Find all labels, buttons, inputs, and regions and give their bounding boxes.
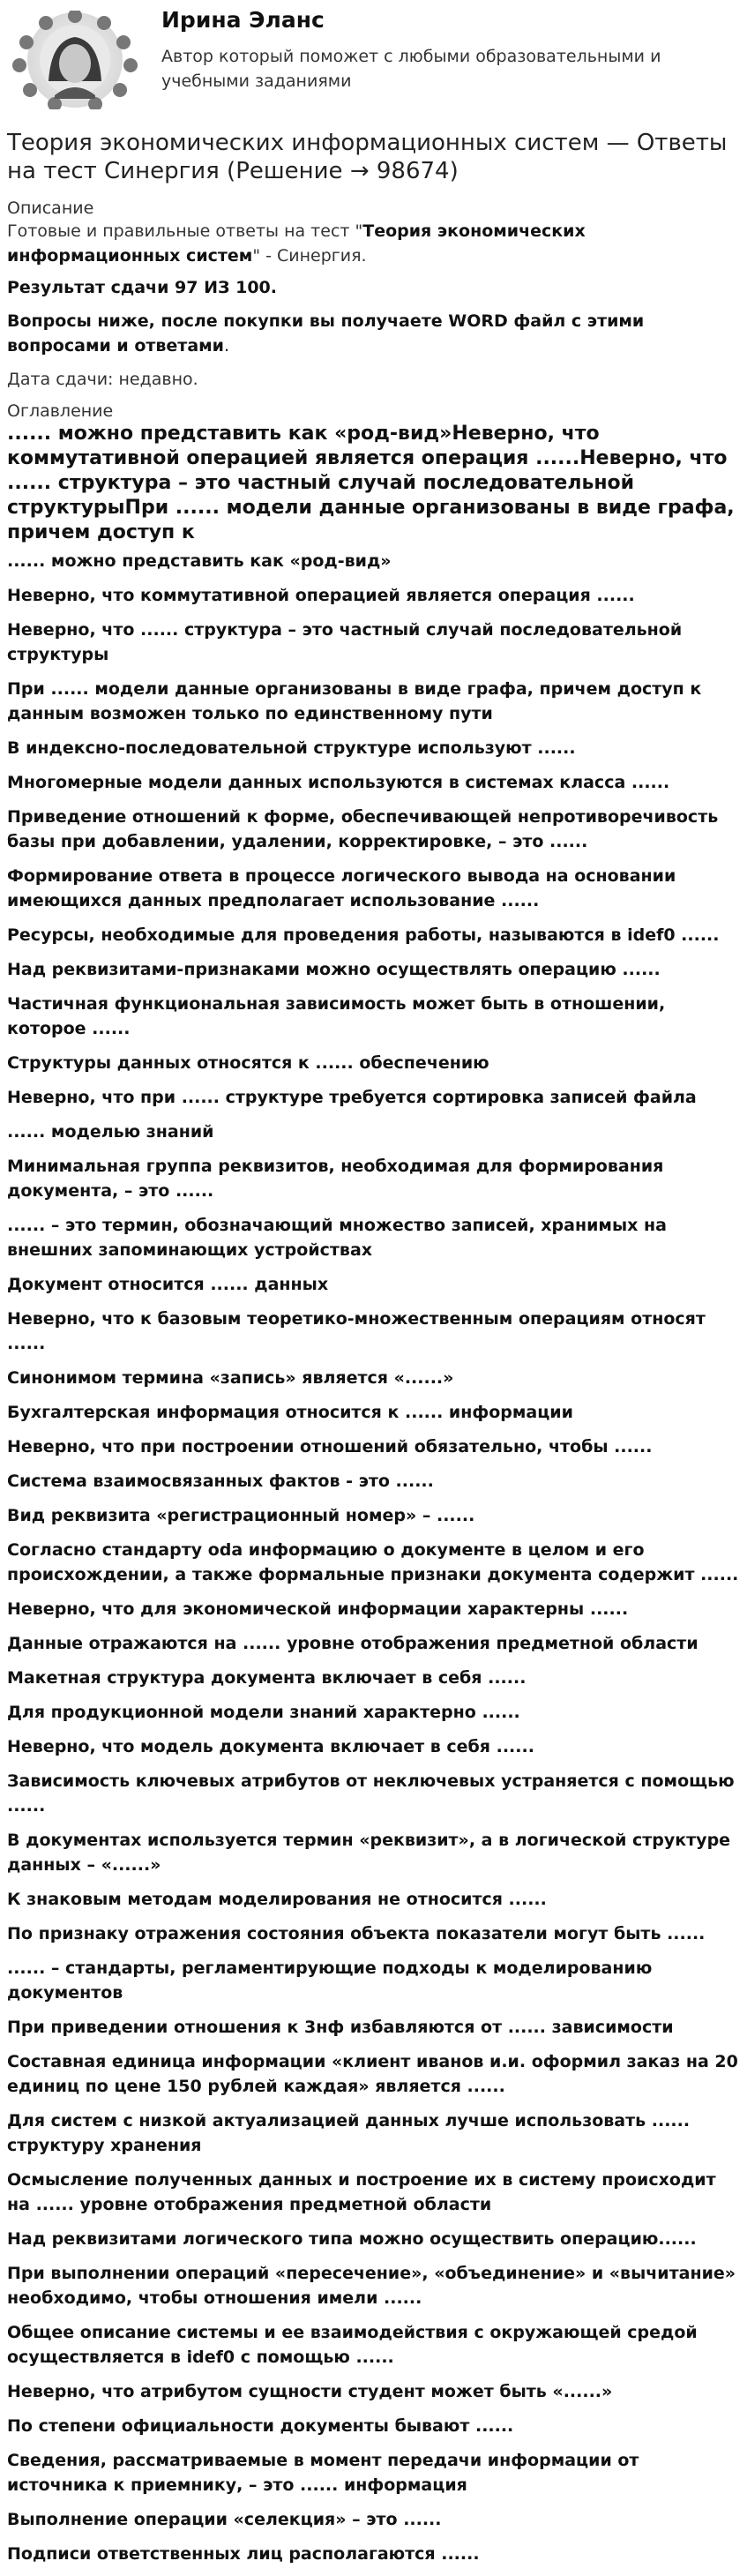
question-item: Над реквизитами логического типа можно осуществить операцию...... bbox=[7, 2229, 697, 2249]
question-item: ...... моделью знаний bbox=[7, 1122, 214, 1142]
question-item: Неверно, что при ...... структуре требуется сортировка записей файла bbox=[7, 1088, 697, 1107]
question-item: Выполнение операции «селекция» – это ...... bbox=[7, 2510, 442, 2529]
date-text: Дата сдачи: недавно. bbox=[7, 370, 198, 389]
question-item: Зависимость ключевых атрибутов от неключевых устраняется с помощью ...... bbox=[7, 1771, 735, 1816]
question-item: Неверно, что атрибутом сущности студент может быть «......» bbox=[7, 2382, 613, 2401]
description-prefix: Готовые и правильные ответы на тест " bbox=[7, 221, 363, 241]
question-item: Частичная функциональная зависимость может быть в отношении, которое ...... bbox=[7, 994, 666, 1038]
question-item: ...... – стандарты, регламентирующие подходы к моделированию документов bbox=[7, 1958, 653, 2003]
question-item: Над реквизитами-признаками можно осуществлять операцию ...... bbox=[7, 960, 661, 979]
author-avatar[interactable] bbox=[7, 11, 143, 109]
author-header bbox=[0, 0, 747, 120]
question-item: Для продукционной модели знаний характерно ...... bbox=[7, 1703, 520, 1722]
question-item: При ...... модели данные организованы в виде графа, причем доступ к данным возможен только по единственному пути bbox=[7, 679, 702, 723]
page-title: Теория экономических информационных систем — Ответы на тест Синергия (Решение → 98674) bbox=[7, 130, 728, 184]
question-item: В индексно-последовательной структуре используют ...... bbox=[7, 738, 576, 758]
result-text: Результат сдачи 97 ИЗ 100. bbox=[7, 278, 277, 297]
question-item: Неверно, что модель документа включает в себя ...... bbox=[7, 1737, 534, 1756]
question-item: Сведения, рассматриваемые в момент передачи информации от источника к приемнику, – это ...... информация bbox=[7, 2451, 639, 2495]
questions-list bbox=[7, 549, 741, 2566]
question-item: Составная единица информации «клиент иванов и.и. оформил заказ на 20 единиц по цене 150 рублей каждая» является ...... bbox=[7, 2052, 738, 2096]
question-item: При выполнении операций «пересечение», «объединение» и «вычитание» необходимо, чтобы отношения имели ...... bbox=[7, 2264, 736, 2308]
question-item: Согласно стандарту oda информацию о документе в целом и его происхождении, а также формальные признаки документа содержит ...... bbox=[7, 1540, 739, 1584]
question-item: ...... можно представить как «род-вид» bbox=[7, 551, 392, 571]
author-name[interactable]: Ирина Эланс bbox=[161, 7, 325, 33]
purchase-note bbox=[7, 309, 741, 358]
question-item: Для систем с низкой актуализацией данных лучше использовать ...... структуру хранения bbox=[7, 2111, 691, 2155]
question-item: Ресурсы, необходимые для проведения работы, называются в idef0 ...... bbox=[7, 925, 720, 945]
question-item: Неверно, что к базовым теоретико-множественным операциям относят ...... bbox=[7, 1309, 706, 1353]
question-item: ...... – это термин, обозначающий множество записей, хранимых на внешних запоминающих устройствах bbox=[7, 1216, 667, 1260]
description-suffix: " - Синергия. bbox=[252, 246, 367, 266]
question-item: Подписи ответственных лиц располагаются ...... bbox=[7, 2544, 480, 2564]
question-item: Вид реквизита «регистрационный номер» – ...... bbox=[7, 1506, 475, 1525]
author-description: Автор который поможет с любыми образовательными и учебными заданиями bbox=[161, 47, 661, 91]
question-item: Документ относится ...... данных bbox=[7, 1275, 329, 1294]
question-item: Осмысление полученных данных и построение их в систему происходит на ...... уровне отображения предметной области bbox=[7, 2170, 716, 2214]
question-item: При приведении отношения к 3нф избавляются от ...... зависимости bbox=[7, 2018, 674, 2037]
toc-intro: ...... можно представить как «род-вид»Неверно, что коммутативной операцией является операция ......Неверно, что ...... структура – это частный случай последовательной структурыПри ...... модели данные организованы в виде графа, причем доступ к bbox=[7, 423, 735, 543]
toc-label: Оглавление bbox=[7, 401, 114, 421]
main-content bbox=[7, 129, 741, 2576]
purchase-note-suffix: . bbox=[223, 336, 230, 356]
question-item: К знаковым методам моделирования не относится ...... bbox=[7, 1890, 547, 1909]
question-item: Формирование ответа в процессе логического вывода на основании имеющихся данных предполагает использование ...... bbox=[7, 866, 676, 910]
question-item: Синонимом термина «запись» является «......» bbox=[7, 1368, 454, 1388]
question-item: Минимальная группа реквизитов, необходимая для формирования документа, – это ...... bbox=[7, 1157, 664, 1201]
description-text bbox=[7, 219, 741, 268]
question-item: Приведение отношений к форме, обеспечивающей непротиворечивость базы при добавлении, удалении, корректировке, – это ...... bbox=[7, 807, 719, 851]
question-item: Макетная структура документа включает в себя ...... bbox=[7, 1668, 527, 1688]
question-item: По признаку отражения состояния объекта показатели могут быть ...... bbox=[7, 1924, 706, 1943]
description-label: Описание bbox=[7, 198, 94, 218]
question-item: По степени официальности документы бывают ...... bbox=[7, 2416, 514, 2436]
question-item: Многомерные модели данных используются в системах класса ...... bbox=[7, 773, 670, 792]
question-item: Неверно, что при построении отношений обязательно, чтобы ...... bbox=[7, 1437, 653, 1456]
question-item: Неверно, что коммутативной операцией является операция ...... bbox=[7, 586, 635, 605]
question-item: Данные отражаются на ...... уровне отображения предметной области bbox=[7, 1634, 698, 1653]
question-item: Система взаимосвязанных фактов - это ...... bbox=[7, 1471, 434, 1491]
description-bold: Теория экономических информационных систем bbox=[7, 221, 586, 266]
question-item: В документах используется термин «реквизит», а в логической структуре данных – «......» bbox=[7, 1831, 731, 1875]
question-item: Бухгалтерская информация относится к ...... информации bbox=[7, 1403, 573, 1422]
question-item: Неверно, что для экономической информации характерны ...... bbox=[7, 1599, 629, 1619]
question-item: Общее описание системы и ее взаимодействия с окружающей средой осуществляется в idef0 с помощью ...... bbox=[7, 2323, 698, 2367]
question-item: Структуры данных относятся к ...... обеспечению bbox=[7, 1053, 489, 1073]
purchase-note-bold: Вопросы ниже, после покупки вы получаете WORD файл с этими вопросами и ответами bbox=[7, 311, 645, 356]
question-item: Неверно, что ...... структура – это частный случай последовательной структуры bbox=[7, 620, 683, 664]
